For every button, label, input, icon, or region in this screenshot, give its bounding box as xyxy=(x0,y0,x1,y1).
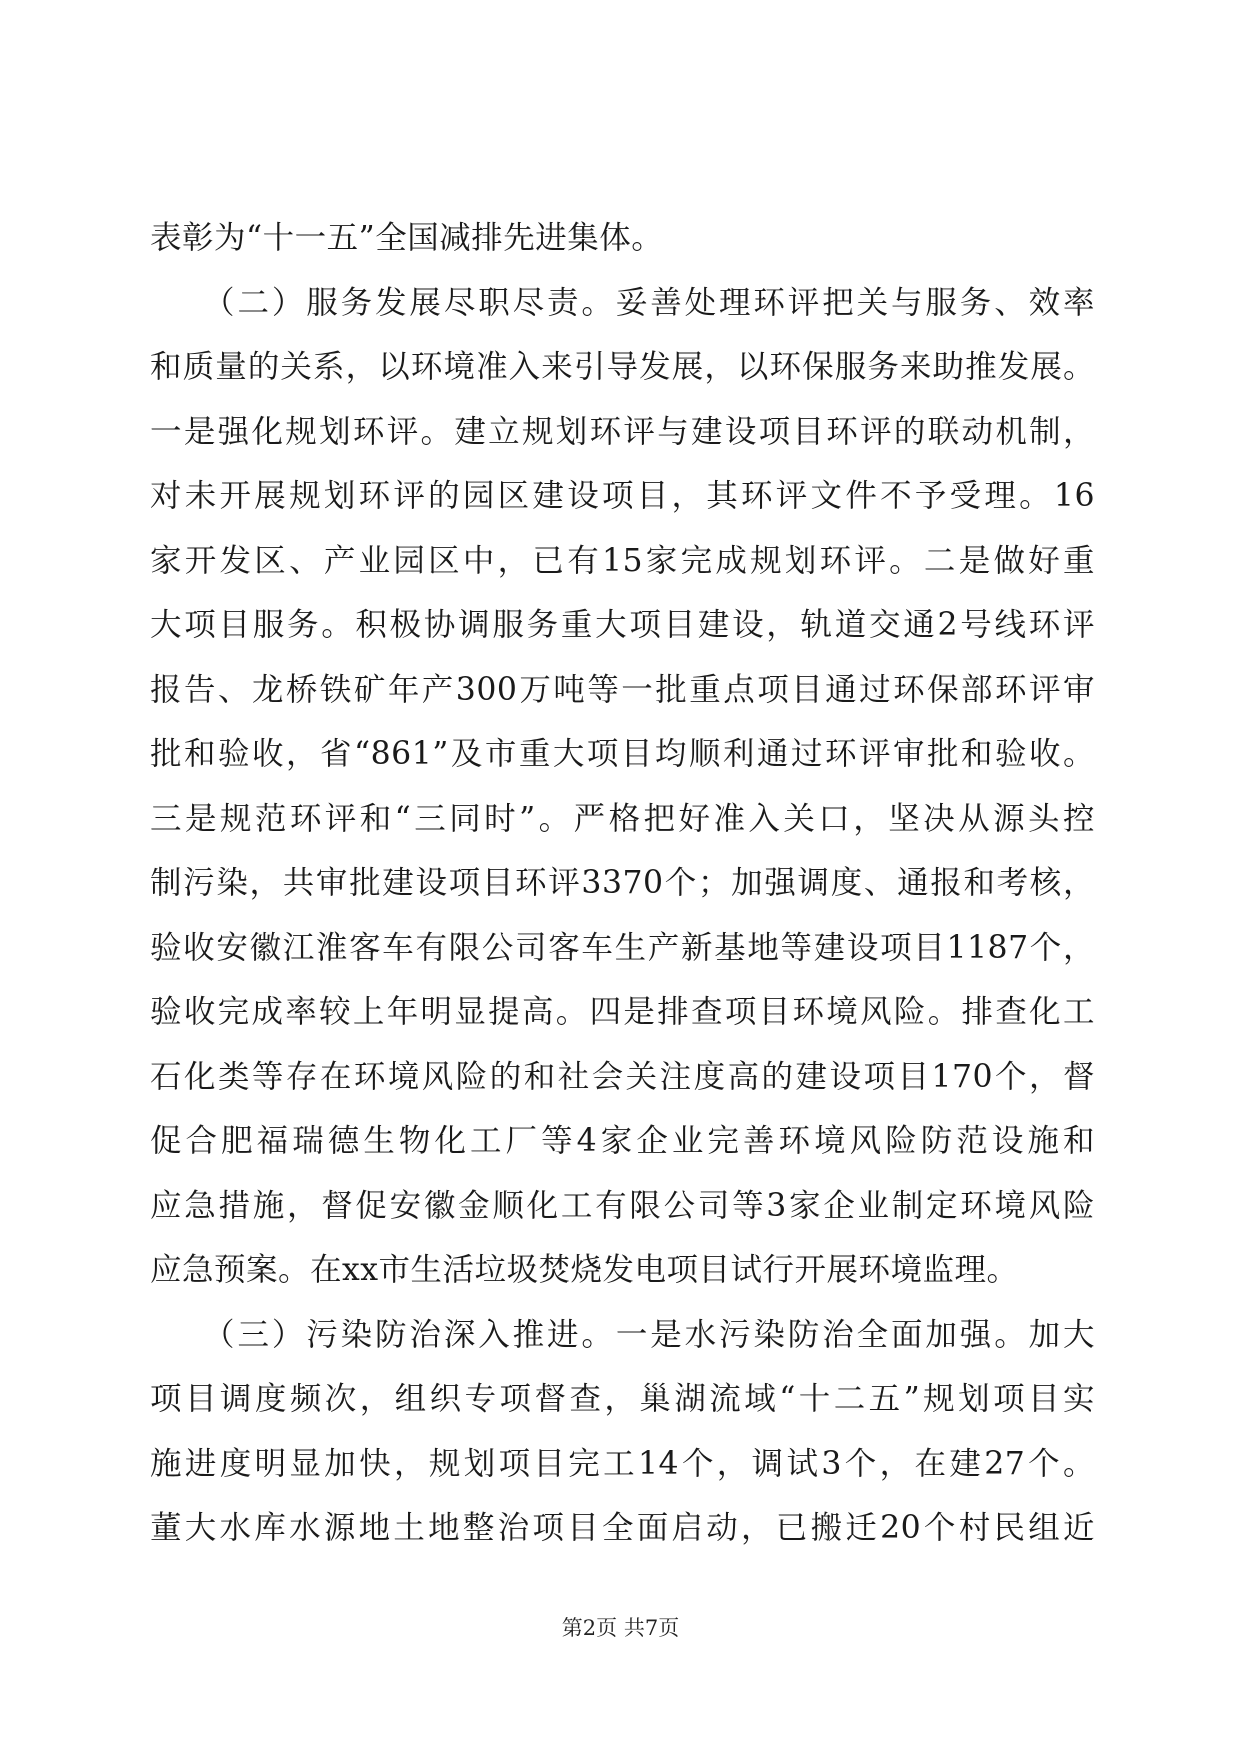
text-line: 验收完成率较上年明显提高。四是排查项目环境风险。排查化工 xyxy=(150,994,1095,1030)
text-line: 制污染，共审批建设项目环评3370个；加强调度、通报和考核， xyxy=(150,865,1095,901)
text-line: 报告、龙桥铁矿年产300万吨等一批重点项目通过环保部环评审 xyxy=(150,671,1095,708)
text-line: 批和验收，省“861”及市重大项目均顺利通过环评审批和验收。 xyxy=(150,736,1095,772)
page-footer: 第2页 共7页 xyxy=(561,1616,680,1640)
text-line: 表彰为“十一五”全国减排先进集体。 xyxy=(150,220,664,256)
text-line: （二）服务发展尽职尽责。妥善处理环评把关与服务、效率 xyxy=(150,284,1095,321)
text-line: 大项目服务。积极协调服务重大项目建设，轨道交通2号线环评 xyxy=(150,607,1095,643)
text-line: 董大水库水源地土地整治项目全面启动，已搬迁20个村民组近 xyxy=(150,1510,1095,1546)
text-line: 应急预案。在xx市生活垃圾焚烧发电项目试行开展环境监理。 xyxy=(150,1252,1019,1288)
body-text xyxy=(150,206,1095,1561)
text-line: 一是强化规划环评。建立规划环评与建设项目环评的联动机制， xyxy=(150,413,1095,450)
text-line: 石化类等存在环境风险的和社会关注度高的建设项目170个，督 xyxy=(150,1058,1095,1095)
text-line: 促合肥福瑞德生物化工厂等4家企业完善环境风险防范设施和 xyxy=(150,1123,1095,1159)
text-line: 应急措施，督促安徽金顺化工有限公司等3家企业制定环境风险 xyxy=(150,1187,1095,1224)
text-line: 三是规范环评和“三同时”。严格把好准入关口，坚决从源头控 xyxy=(150,800,1095,837)
text-line: 验收安徽江淮客车有限公司客车生产新基地等建设项目1187个， xyxy=(150,929,1095,966)
text-line: （三）污染防治深入推进。一是水污染防治全面加强。加大 xyxy=(150,1316,1095,1353)
text-line: 家开发区、产业园区中，已有15家完成规划环评。二是做好重 xyxy=(150,542,1095,579)
text-line: 对未开展规划环评的园区建设项目，其环评文件不予受理。16 xyxy=(150,478,1095,514)
text-line: 和质量的关系，以环境准入来引导发展，以环保服务来助推发展。 xyxy=(150,349,1095,385)
text-line: 项目调度频次，组织专项督查，巢湖流域“十二五”规划项目实 xyxy=(150,1381,1095,1417)
text-line: 施进度明显加快，规划项目完工14个，调试3个，在建27个。 xyxy=(150,1445,1095,1482)
